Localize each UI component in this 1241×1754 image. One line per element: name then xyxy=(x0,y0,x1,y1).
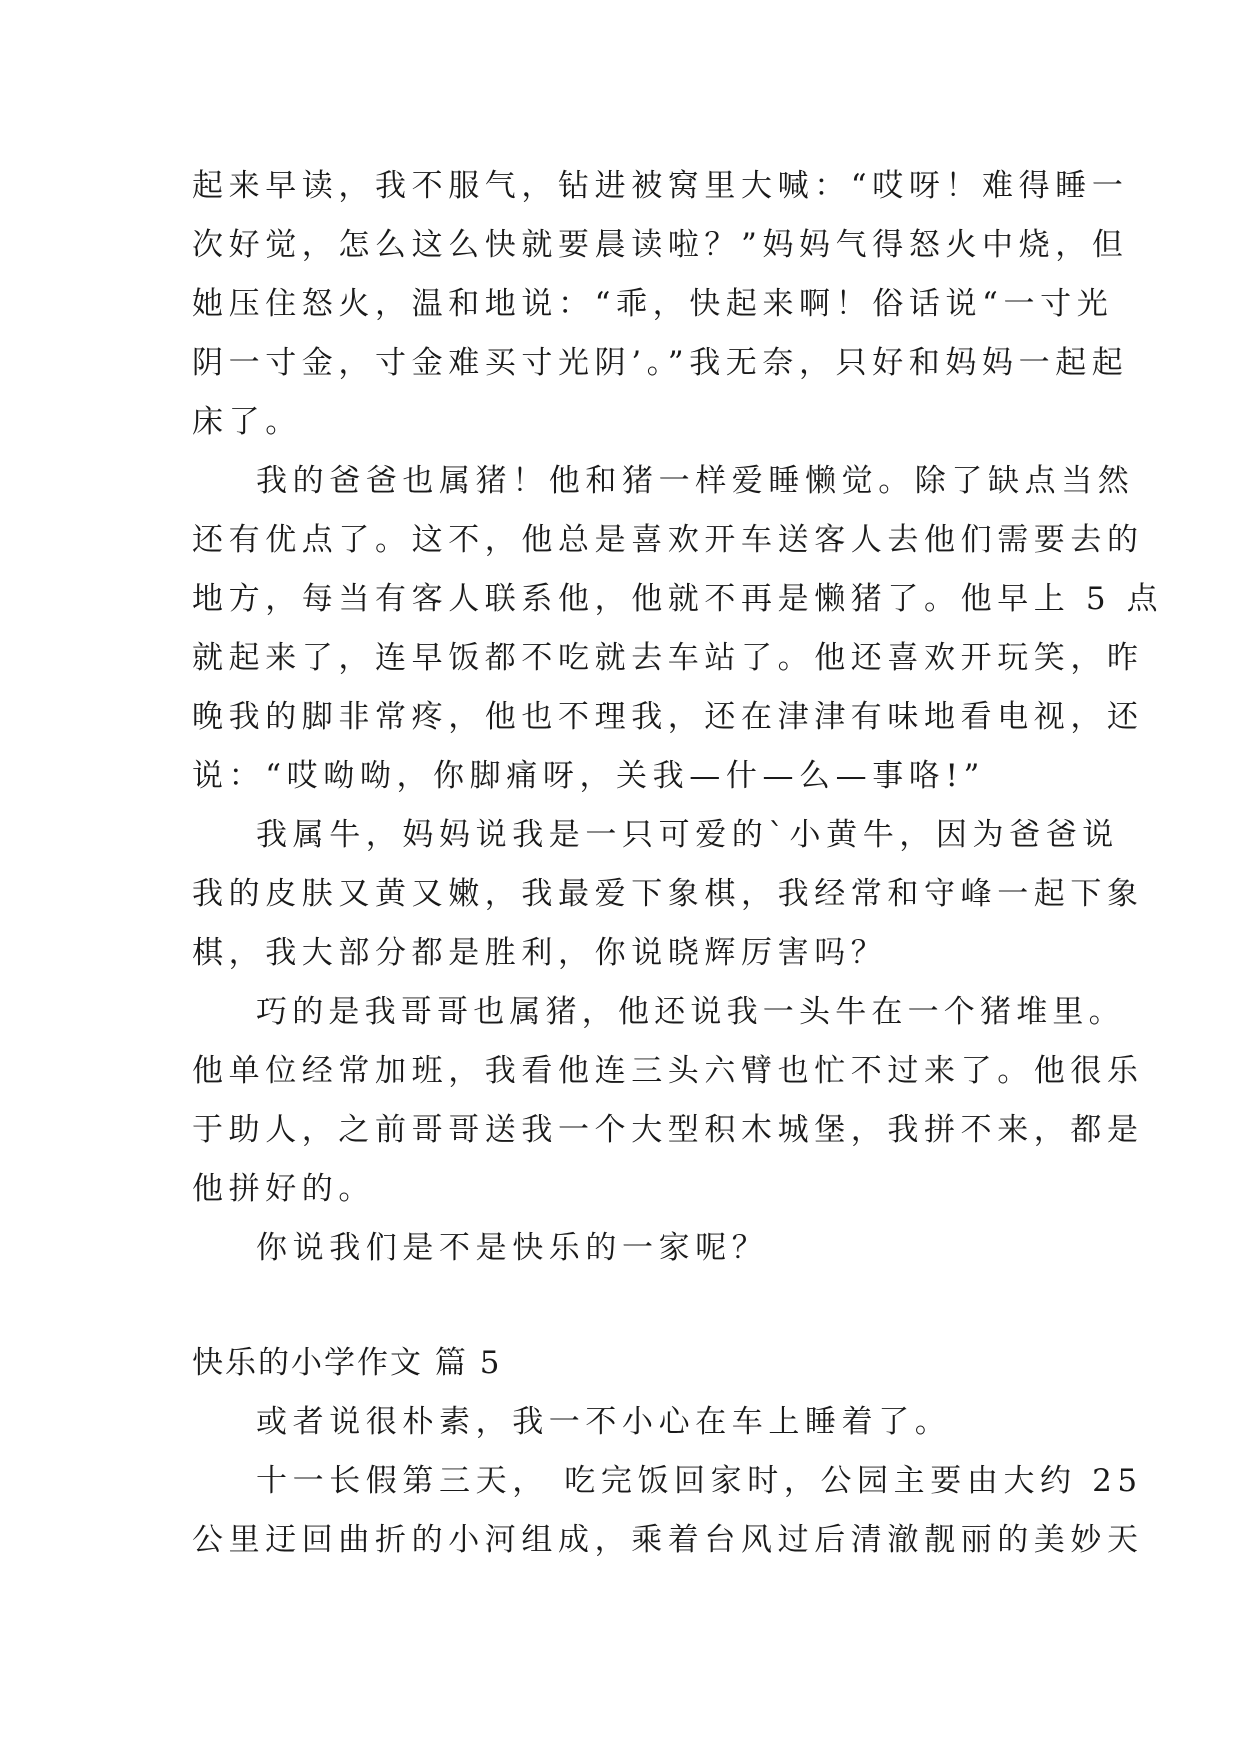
text-line: 起来早读，我不服气，钻进被窝里大喊：“哎呀！难得睡一 xyxy=(192,168,1129,204)
paragraph-first-line: 我的爸爸也属猪！他和猪一样爱睡懒觉。除了缺点当然 xyxy=(256,463,1135,499)
paragraph-first-line: 十一长假第三天， 吃完饭回家时，公园主要由大约 25 xyxy=(256,1463,1143,1499)
text-line: 还有优点了。这不，他总是喜欢开车送客人去他们需要去的 xyxy=(192,522,1144,558)
text-line: 说：“哎呦呦，你脚痛呀，关我—什—么—事咯!” xyxy=(192,758,985,794)
text-line: 阴一寸金，寸金难买寸光阴’。”我无奈，只好和妈妈一起起 xyxy=(192,345,1129,381)
paragraph-first-line: 巧的是我哥哥也属猪，他还说我一头牛在一个猪堆里。 xyxy=(256,994,1125,1030)
text-line: 于助人，之前哥哥送我一个大型积木城堡，我拼不来，都是 xyxy=(192,1112,1144,1148)
text-line: 地方，每当有客人联系他，他就不再是懒猪了。他早上 5 点 xyxy=(192,581,1164,617)
paragraph-first-line: 或者说很朴素，我一不小心在车上睡着了。 xyxy=(256,1404,952,1440)
text-line: 他单位经常加班，我看他连三头六臂也忙不过来了。他很乐 xyxy=(192,1053,1144,1089)
text-line: 次好觉，怎么这么快就要晨读啦？”妈妈气得怒火中烧，但 xyxy=(192,227,1129,263)
text-line: 就起来了，连早饭都不吃就去车站了。他还喜欢开玩笑，昨 xyxy=(192,640,1144,676)
text-line: 床了。 xyxy=(192,404,302,440)
text-line: 晚我的脚非常疼，他也不理我，还在津津有味地看电视，还 xyxy=(192,699,1144,735)
text-line: 公里迂回曲折的小河组成，乘着台风过后清澈靓丽的美妙天 xyxy=(192,1522,1144,1558)
text-line: 棋，我大部分都是胜利，你说晓辉厉害吗？ xyxy=(192,935,888,971)
paragraph-first-line: 你说我们是不是快乐的一家呢？ xyxy=(256,1230,769,1266)
text-line: 她压住怒火，温和地说：“乖，快起来啊！俗话说“一寸光 xyxy=(192,286,1114,322)
section-heading: 快乐的小学作文 篇 5 xyxy=(192,1345,502,1381)
text-line: 我的皮肤又黄又嫩，我最爱下象棋，我经常和守峰一起下象 xyxy=(192,876,1144,912)
text-line: 他拼好的。 xyxy=(192,1171,375,1207)
paragraph-first-line: 我属牛，妈妈说我是一只可爱的`小黄牛，因为爸爸说 xyxy=(256,817,1119,853)
